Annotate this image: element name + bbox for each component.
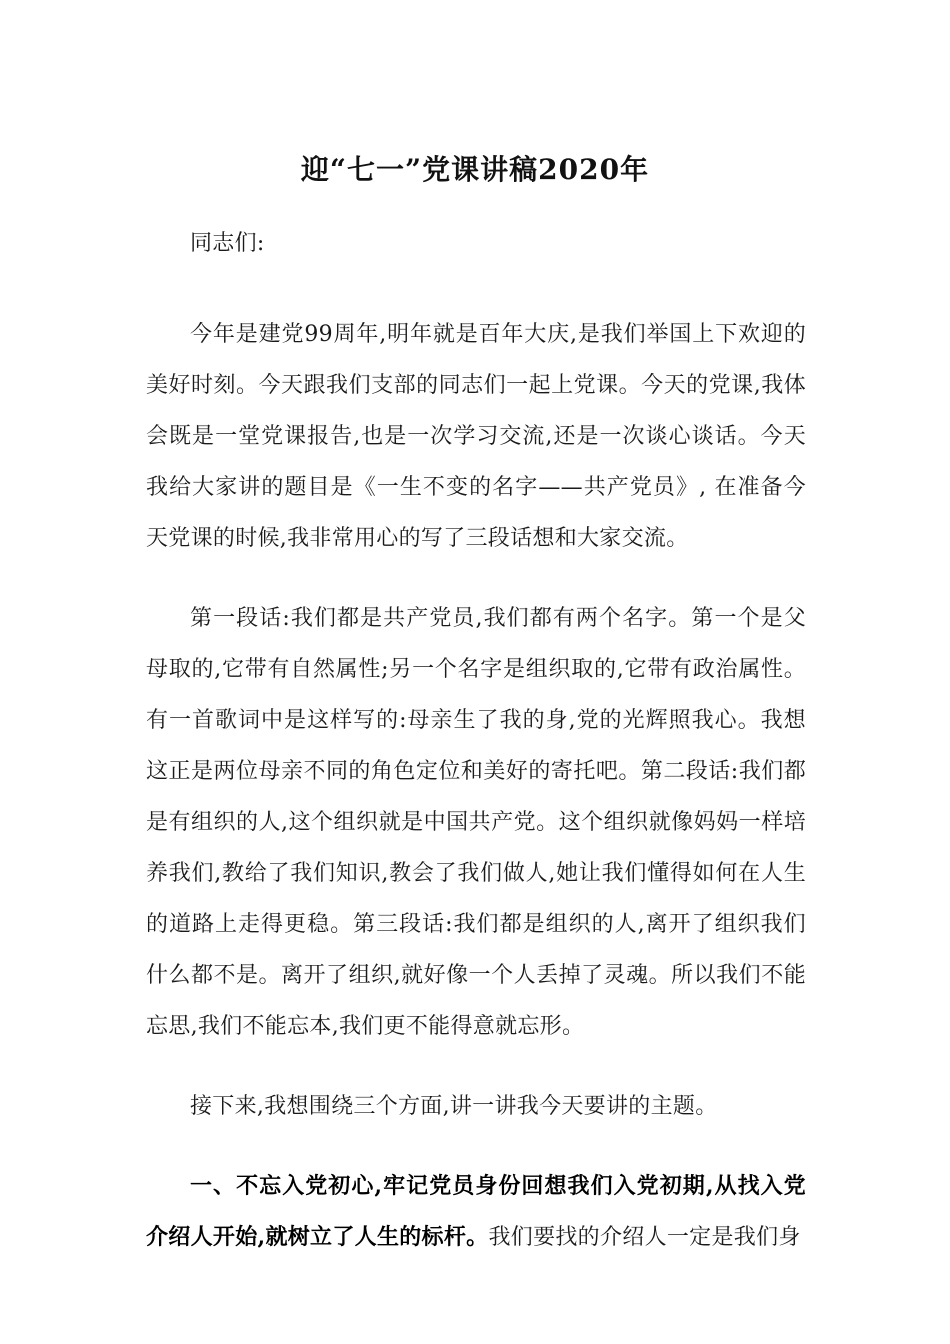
paragraph-three-sayings: 第一段话:我们都是共产党员,我们都有两个名字。第一个是父母取的,它带有自然属性;另一个名字是组织取的,它带有政治属性。有一首歌词中是这样写的:母亲生了我的身,党的光辉照我心。我想这正是两位母亲不同的角色定位和美好的寄托吧。第二段话:我们都是有组织的人,这个组织就是中国共产党。这个组织就像妈妈一样培养我们,教给了我们知识,教会了我们做人,她让我们懂得如何在人生的道路上走得更稳。第三段话:我们都是组织的人,离开了组织我们什么都不是。离开了组织,就好像一个人丢掉了灵魂。所以我们不能忘思,我们不能忘本,我们更不能得意就忘形。 [146,606,806,1039]
section-one-text: 我们要找的介绍人一定是我们身 [488,1225,801,1250]
document-body [146,218,806,1263]
paragraph-transition: 接下来,我想围绕三个方面,讲一讲我今天要讲的主题。 [190,1094,718,1119]
section-one-paragraph [146,1161,806,1263]
paragraph-intro: 今年是建党99周年,明年就是百年大庆,是我们举国上下欢迎的美好时刻。今天跟我们支部的同志们一起上党课。今天的党课,我体会既是一堂党课报告,也是一次学习交流,还是一次谈心谈话。今天我给大家讲的题目是《一生不变的名字——共产党员》, 在准备今天党课的时候,我非常用心的写了三段话想和大家交流。 [146,322,806,551]
section-one-heading: 一、不忘入党初心,牢记党员身份回想我们入党初期,从找入党介绍人开始,就树立了人生的标杆。 [146,1173,806,1250]
salutation: 同志们: [190,231,265,256]
document-title: 迎“七一”党课讲稿2020年 [300,153,650,186]
